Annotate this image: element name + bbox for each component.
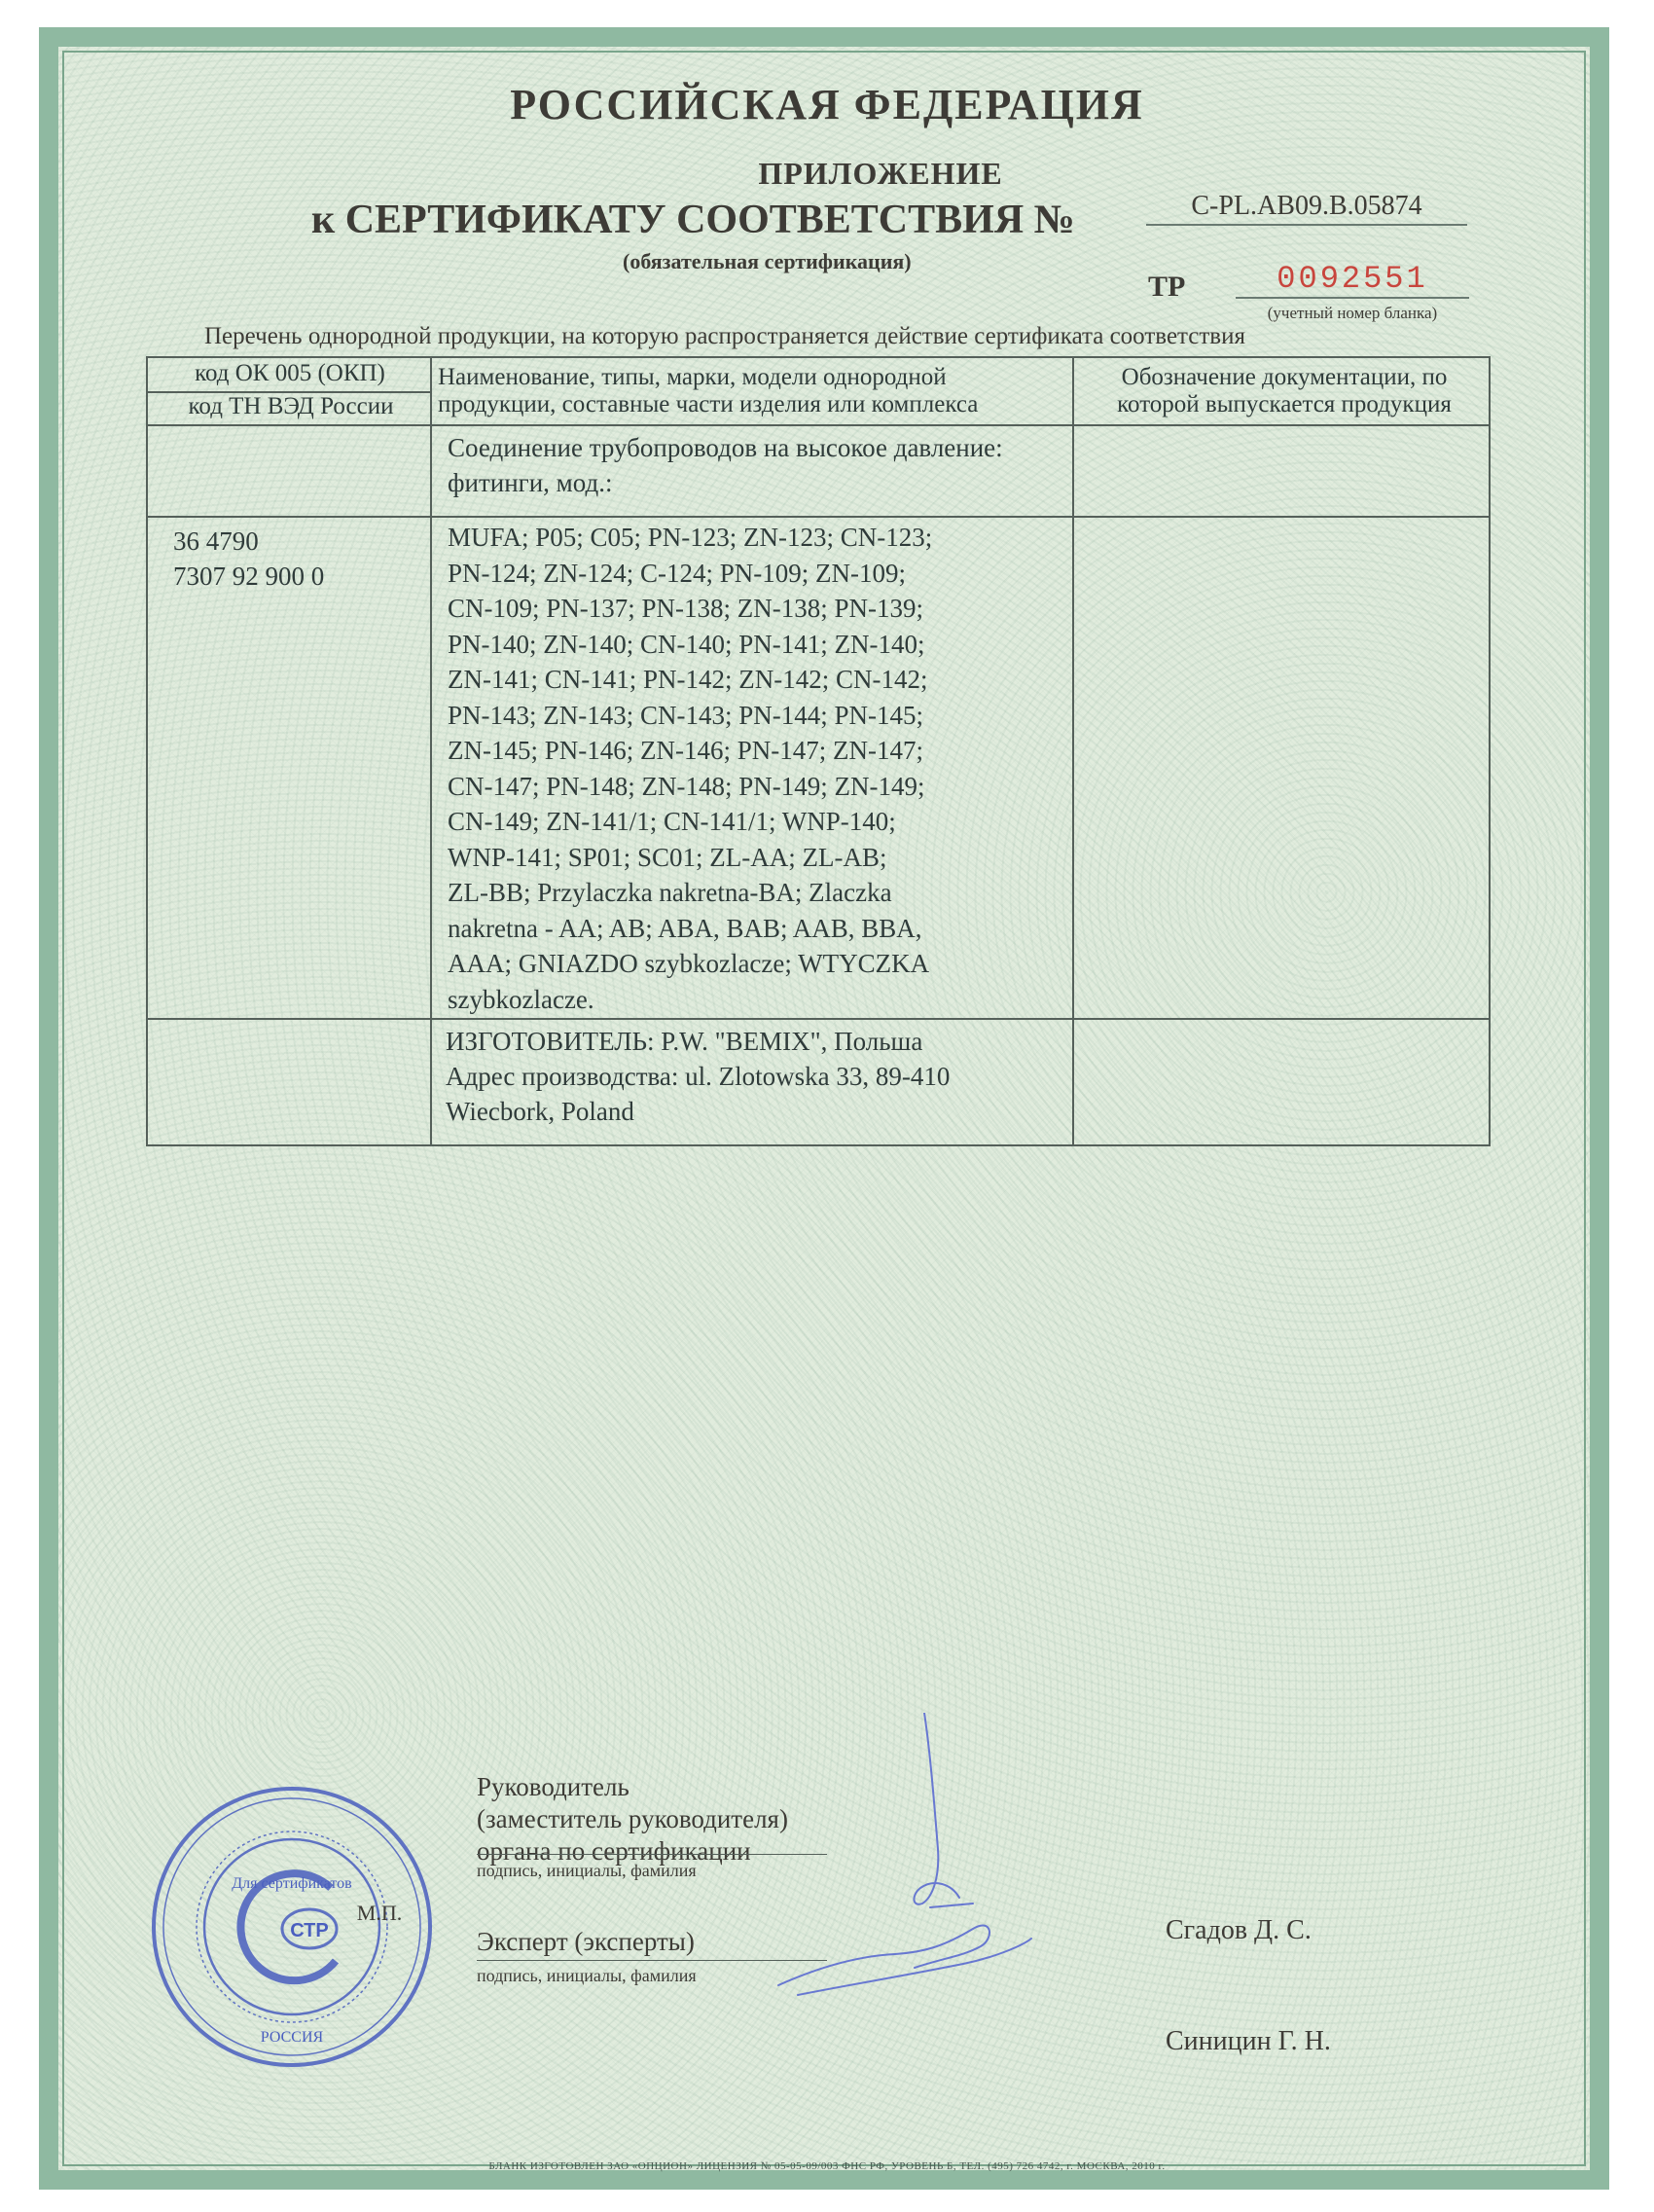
product-table [146,356,1491,1146]
header-documentation: Обозначение документации, по которой выпускается продукция [1117,364,1452,417]
head-of-body-title: Руководитель (заместитель руководителя) органа по сертификации [477,1772,788,1866]
stamp-logo-text: СТР [290,1920,329,1941]
product-group-name: Соединение трубопроводов на высокое давление: фитинги, мод.: [448,433,1003,497]
header-tnved-code: код ТН ВЭД России [188,393,394,419]
product-codes: 36 4790 7307 92 900 0 [173,526,325,591]
tp-label: ТР [1148,271,1186,303]
table-divider [148,424,1489,426]
table-divider [1072,358,1074,1144]
signature-caption: подпись, инициалы, фамилия [477,1966,697,1985]
expert-title: Эксперт (эксперты) [477,1927,695,1956]
handwritten-signatures [739,1713,1051,2024]
stamp-caption: Для сертификатов [232,1875,352,1892]
stamp-place-label: М.П. [356,1901,403,1925]
expert-name: Синицин Г. Н. [1166,2026,1331,2056]
table-divider [148,1018,1489,1020]
blank-number: 0092551 [1236,261,1469,299]
head-name: Сгадов Д. С. [1166,1915,1312,1945]
table-divider [430,358,432,1144]
mandatory-note: (обязательная сертификация) [623,249,912,273]
blank-printer-footer: БЛАНК ИЗГОТОВЛЕН ЗАО «ОПЦИОН» ЛИЦЕНЗИЯ № 05-05-09/003 ФНС РФ, УРОВЕНЬ Б, ТЕЛ. (495) 726 4742, г. МОСКВА, 2010 г. [488,2160,1166,2172]
certificate-title: к СЕРТИФИКАТУ СООТВЕТСТВИЯ № [311,198,1075,242]
appendix-title: ПРИЛОЖЕНИЕ [758,156,1003,191]
product-models: MUFA; P05; C05; PN-123; ZN-123; CN-123; PN-124; ZN-124; C-124; PN-109; ZN-109; CN-109; PN-137; PN-138; ZN-138; PN-139; PN-140; ZN-140; CN-140; PN-141; ZN-140; ZN-141; CN-141; PN-142; ZN-142; CN-142; PN-143; ZN-143; CN-143; PN-144; PN-145; ZN-145; PN-146; ZN-146; PN-147; ZN-147; CN-147; PN-148; ZN-148; PN-149; ZN-149; CN-149; ZN-141/1; CN-141/1; WNP-140; WNP-141; SP01; SC01; ZL-AA; ZL-AB; ZL-BB; Przylaczka nakretna-BA; Zlaczka nakretna - AA; AB; ABA, BAB; AAB, BBA, AAA; GNIAZDO szybkozlacze; WTYCZKA szybkozlacze. [448,523,933,1014]
certification-stamp [146,1781,438,2073]
product-list-intro: Перечень однородной продукции, на которую распространяется действие сертификата соответствия [204,323,1245,349]
table-divider [148,516,1489,518]
blank-number-caption: (учетный номер бланка) [1267,304,1438,322]
manufacturer-info: ИЗГОТОВИТЕЛЬ: P.W. "BEMIX", Польша Адрес производства: ul. Zlotowska 33, 89-410 Wiecbork, Poland [446,1027,951,1126]
header-product-name: Наименование, типы, марки, модели однородной продукции, составные части изделия или комплекса [438,364,979,417]
header-okp-code: код ОК 005 (ОКП) [195,360,385,386]
signature-caption: подпись, инициалы, фамилия [477,1861,697,1880]
country-title: РОССИЙСКАЯ ФЕДЕРАЦИЯ [510,81,1144,128]
certificate-number: C-PL.AB09.B.05874 [1146,191,1467,226]
stamp-country: РОССИЯ [260,2029,324,2046]
